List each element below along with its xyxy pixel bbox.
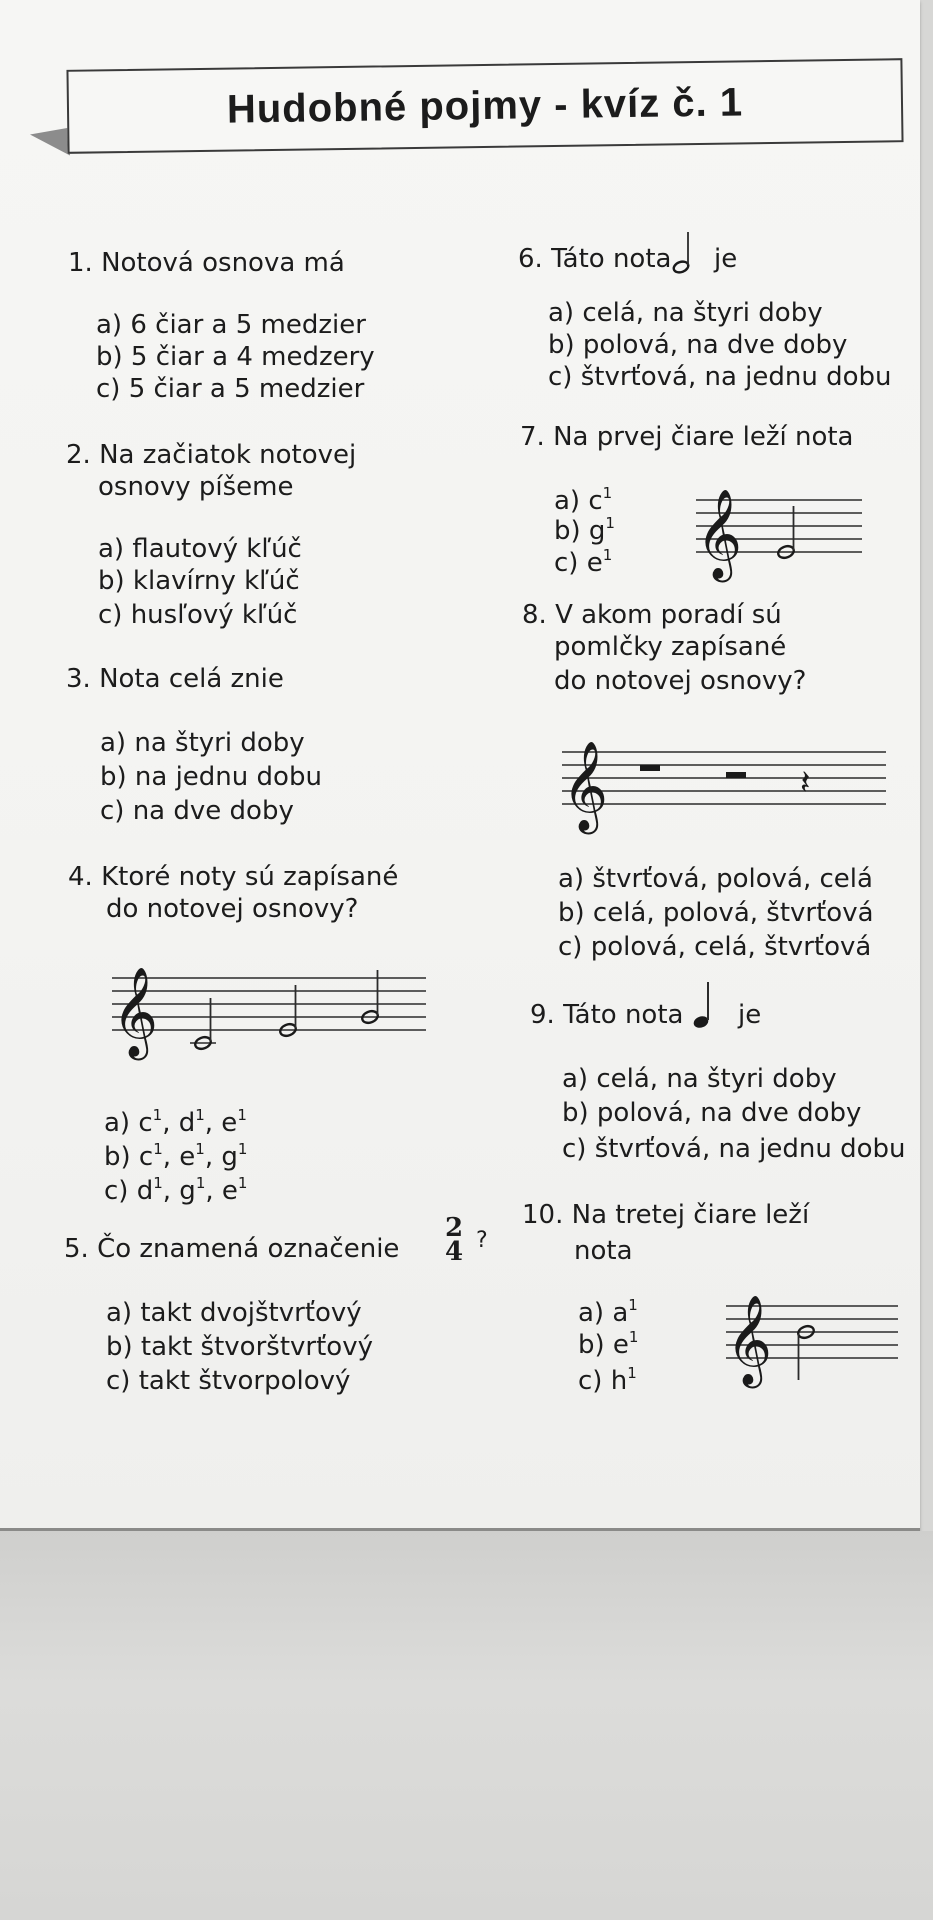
q9-question-tail: je	[738, 1000, 762, 1030]
q4-a-text2: , d	[162, 1108, 196, 1138]
q10-c-sup: 1	[627, 1364, 637, 1382]
q2-question-line2: osnovy píšeme	[98, 472, 294, 502]
q10-option-c	[578, 1358, 637, 1396]
q4-b-text2: , e	[162, 1142, 196, 1172]
q5-denominator: 4	[444, 1237, 464, 1267]
q5-option-b: b) takt štvorštvrťový	[106, 1332, 373, 1362]
q1-option-c: c) 5 čiar a 5 medzier	[96, 374, 365, 404]
q4-b-sup1: 1	[153, 1140, 163, 1158]
q1-question: 1. Notová osnova má	[68, 248, 345, 278]
q8-option-b: b) celá, polová, štvrťová	[558, 898, 874, 928]
q6-question-lead: 6. Táto nota	[518, 244, 672, 274]
q2-option-b: b) klavírny kľúč	[98, 566, 300, 596]
q5-numerator: 2	[444, 1213, 464, 1243]
q3-question: 3. Nota celá znie	[66, 664, 284, 694]
title-box	[66, 58, 903, 154]
q9-quarter-note-icon	[692, 980, 716, 1032]
q5-question-mark: ?	[476, 1228, 488, 1253]
q4-c-sup3: 1	[237, 1174, 248, 1192]
q4-option-c	[104, 1168, 247, 1206]
q5-option-c: c) takt štvorpolový	[106, 1366, 351, 1396]
q2-question-line1: 2. Na začiatok notovej	[66, 440, 357, 470]
q7-b-text: b) g	[554, 516, 606, 546]
q2-option-a: a) flautový kľúč	[98, 534, 302, 564]
q7-a-text: a) c	[554, 486, 603, 516]
q7-treble-clef-icon: 𝄞	[696, 489, 743, 579]
q8-option-a: a) štvrťová, polová, celá	[558, 864, 873, 894]
q10-b-sup: 1	[628, 1328, 639, 1346]
q10-c-text: c) h	[578, 1366, 628, 1396]
q4-c-sup2: 1	[195, 1174, 206, 1192]
q4-question-line1: 4. Ktoré noty sú zapísané	[68, 862, 399, 892]
q8-option-c: c) polová, celá, štvrťová	[558, 932, 872, 962]
q9-option-a: a) celá, na štyri doby	[562, 1064, 837, 1094]
q4-b-sup2: 1	[195, 1140, 205, 1158]
q4-c-sup1: 1	[153, 1174, 163, 1192]
q4-note-c1	[190, 998, 216, 1051]
q4-c-text2: , g	[162, 1176, 196, 1206]
q8-half-rest-icon	[726, 772, 746, 778]
q8-question-line2: pomlčky zapísané	[554, 632, 787, 662]
q8-whole-rest-icon	[640, 765, 660, 771]
q4-a-sup2: 1	[195, 1106, 205, 1124]
q8-question-line1: 8. V akom poradí sú	[522, 600, 782, 630]
q2-option-c: c) husľový kľúč	[98, 600, 298, 630]
q6-option-b: b) polová, na dve doby	[548, 330, 848, 360]
q4-a-sup1: 1	[152, 1106, 163, 1124]
q7-c-sup: 1	[602, 546, 613, 564]
q7-b-sup: 1	[605, 514, 615, 532]
q6-option-c: c) štvrťová, na jednu dobu	[548, 362, 892, 392]
q5-question: 5. Čo znamená označenie	[64, 1234, 400, 1264]
q10-a-sup: 1	[628, 1296, 638, 1314]
q4-option-b	[104, 1134, 247, 1172]
q9-question-lead: 9. Táto nota	[530, 1000, 684, 1030]
q4-c-text3: , e	[205, 1176, 238, 1206]
q7-question: 7. Na prvej čiare leží nota	[520, 422, 854, 452]
q10-staff	[724, 1290, 900, 1390]
q4-a-text3: , e	[204, 1108, 238, 1138]
q9-option-c: c) štvrťová, na jednu dobu	[562, 1134, 906, 1164]
q8-question-line3: do notovej osnovy?	[554, 666, 807, 696]
q10-question-line2: nota	[574, 1236, 633, 1266]
q6-question-tail: je	[714, 244, 738, 274]
q3-option-a: a) na štyri doby	[100, 728, 305, 758]
q3-option-c: c) na dve doby	[100, 796, 294, 826]
q10-a-text: a) a	[578, 1298, 629, 1328]
q10-question-line1: 10. Na tretej čiare leží	[522, 1200, 810, 1230]
q7-c-text: c) e	[554, 548, 603, 578]
q4-b-text1: b) c	[104, 1142, 154, 1172]
q4-a-text1: a) c	[104, 1108, 153, 1138]
q10-b-text: b) e	[578, 1330, 629, 1360]
q7-staff	[694, 484, 864, 584]
q4-a-sup3: 1	[237, 1106, 247, 1124]
q5-time-signature	[442, 1213, 466, 1267]
q4-staff	[108, 962, 428, 1062]
q4-b-text3: , g	[204, 1142, 238, 1172]
q5-option-a: a) takt dvojštvrťový	[106, 1298, 362, 1328]
q6-option-a: a) celá, na štyri doby	[548, 298, 823, 328]
q10-option-b	[578, 1322, 638, 1360]
q7-option-c	[554, 540, 612, 578]
q4-question-line2: do notovej osnovy?	[106, 894, 359, 924]
q8-staff	[560, 736, 888, 836]
q1-option-a: a) 6 čiar a 5 medzier	[96, 310, 366, 340]
page-title: Hudobné pojmy - kvíz č. 1	[226, 79, 744, 132]
q10-treble-clef-icon: 𝄞	[726, 1295, 773, 1385]
q3-option-b: b) na jednu dobu	[100, 762, 322, 792]
q4-c-text1: c) d	[104, 1176, 154, 1206]
q4-option-a	[104, 1100, 247, 1138]
q1-option-b: b) 5 čiar a 4 medzery	[96, 342, 375, 372]
q7-a-sup: 1	[602, 484, 613, 502]
table-surface	[0, 1531, 933, 1920]
q4-b-sup3: 1	[237, 1140, 248, 1158]
q9-option-b: b) polová, na dve doby	[562, 1098, 862, 1128]
q6-half-note-icon	[672, 230, 696, 276]
q4-treble-clef-icon: 𝄞	[112, 967, 159, 1057]
q8-treble-clef-icon: 𝄞	[562, 741, 609, 831]
q8-quarter-rest-icon: 𝄽	[800, 763, 811, 803]
